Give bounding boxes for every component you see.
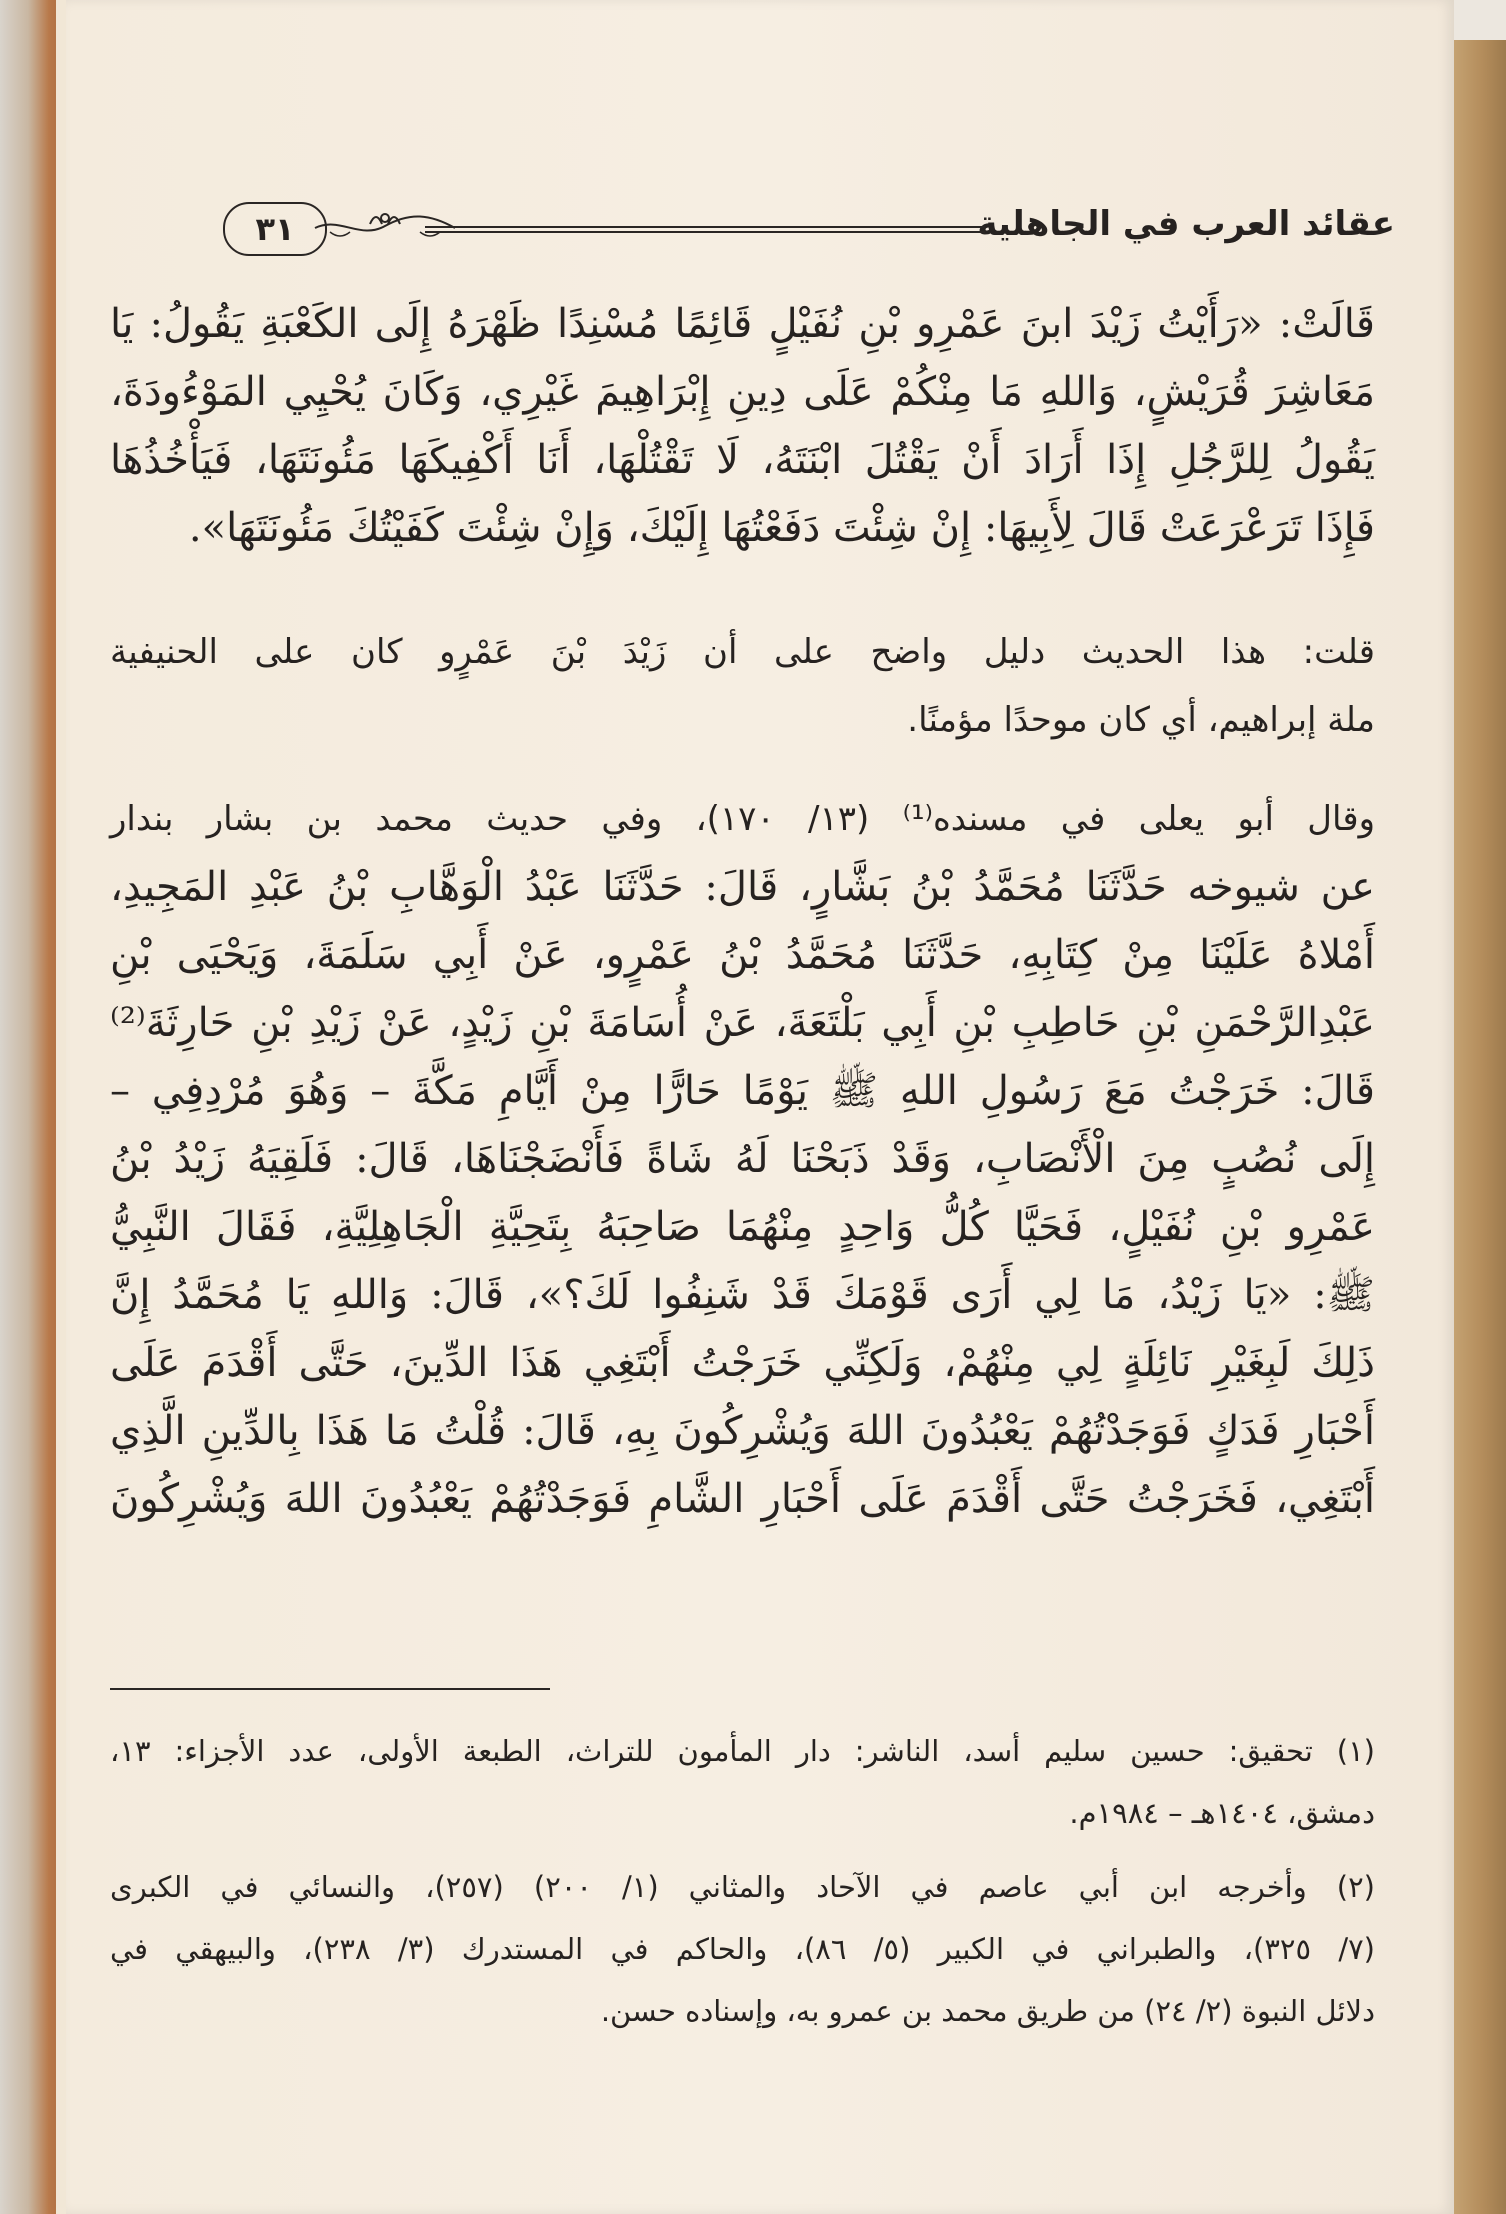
book-cover-right-edge <box>1446 40 1506 2214</box>
text-line: قلت: هذا الحديث دليل واضح على أن زَيْدَ بْنَ عَمْرٍو كان على الحنيفية <box>110 632 1375 672</box>
text-line: ذَلِكَ لَبِغَيْرِ نَائِلَةٍ لِي مِنْهُمْ، وَلَكِنِّي خَرَجْتُ أَبْتَغِي هَذَا الدِّينَ، حَتَّى أَقْدَمَ عَلَى <box>110 1340 1375 1386</box>
paragraph-hadith-quote <box>110 290 1375 562</box>
footnote-1-line: (١) تحقيق: حسين سليم أسد، الناشر: دار المأمون للتراث، الطبعة الأولى، عدد الأجزاء: ١٣، <box>110 1734 1375 1768</box>
text-line: عَمْرِو بْنِ نُفَيْلٍ، فَحَيَّا كُلُّ وَاحِدٍ مِنْهُمَا صَاحِبَهُ بِتَحِيَّةِ الْجَاهِلِيَّةِ، فَقَالَ النَّبِيُّ <box>110 1204 1375 1250</box>
text-line: أَمْلاهُ عَلَيْنَا مِنْ كِتَابِهِ، حَدَّثَنَا مُحَمَّدُ بْنُ عَمْرٍو، عَنْ أَبِي سَلَمَةَ، وَيَحْيَى بْنِ <box>110 932 1375 978</box>
text-line: مَعَاشِرَ قُرَيْشٍ، وَاللهِ مَا مِنْكُمْ عَلَى دِينِ إِبْرَاهِيمَ غَيْرِي، وَكَانَ يُحْيِي المَوْءُودَةَ، <box>110 369 1375 415</box>
footnote-2-line: (٧/ ٣٢٥)، والطبراني في الكبير (٥/ ٨٦)، والحاكم في المستدرك (٣/ ٢٣٨)، والبيهقي في <box>110 1932 1375 1966</box>
page-content <box>110 0 1395 2214</box>
footnote-separator <box>110 1688 550 1690</box>
text-line: قَالَتْ: «رَأَيْتُ زَيْدَ ابنَ عَمْرِو بْنِ نُفَيْلٍ قَائِمًا مُسْنِدًا ظَهْرَهُ إِلَى الكَعْبَةِ يَقُولُ: يَا <box>110 301 1375 347</box>
footnote-2-line: دلائل النبوة (٢/ ٢٤) من طريق محمد بن عمرو به، وإسناده حسن. <box>600 1994 1375 2028</box>
text-line: فَإِذَا تَرَعْرَعَتْ قَالَ لِأَبِيهَا: إِنْ شِئْتَ دَفَعْتُهَا إِلَيْكَ، وَإِنْ شِئْتَ كَفَيْتُكَ مَئُونَتَهَا». <box>188 505 1375 551</box>
page-number: ٣١ <box>223 202 327 256</box>
text-line: أَبْتَغِي، فَخَرَجْتُ حَتَّى أَقْدَمَ عَلَى أَحْبَارِ الشَّامِ فَوَجَدْتُهُمْ يَعْبُدُونَ اللهَ وَيُشْرِكُونَ <box>110 1476 1375 1522</box>
text-line: عن شيوخه حَدَّثَنَا مُحَمَّدُ بْنُ بَشَّارٍ، قَالَ: حَدَّثَنَا عَبْدُ الْوَهَّابِ بْنُ عَبْدِ المَجِيدِ، <box>110 864 1375 910</box>
paragraph-commentary <box>110 618 1375 754</box>
footnote-1-line: دمشق، ١٤٠٤هـ – ١٩٨٤م. <box>1069 1796 1375 1830</box>
paragraph-second-hadith <box>110 785 1375 1533</box>
footnotes <box>110 1720 1375 2042</box>
text-line: ملة إبراهيم، أي كان موحدًا مؤمنًا. <box>907 700 1375 740</box>
text-line: وقال أبو يعلى في مسنده⁽¹⁾ (١٣/ ١٧٠)، وفي حديث محمد بن بشار بندار <box>110 799 1375 839</box>
text-line: عَبْدِالرَّحْمَنِ بْنِ حَاطِبِ بْنِ أَبِي بَلْتَعَةَ، عَنْ أُسَامَةَ بْنِ زَيْدٍ، عَنْ زَيْدِ بْنِ حَارِثَةَ⁽²⁾ <box>110 1000 1375 1046</box>
header-double-rule <box>425 226 985 233</box>
text-line: قَالَ: خَرَجْتُ مَعَ رَسُولِ اللهِ ﷺ يَوْمًا حَارًّا مِنْ أَيَّامِ مَكَّةَ – وَهُوَ مُرْدِفِي – <box>110 1068 1375 1114</box>
book-title: عقائد العرب في الجاهلية <box>977 204 1395 244</box>
text-line: ﷺ: «يَا زَيْدُ، مَا لِي أَرَى قَوْمَكَ قَدْ شَنِفُوا لَكَ؟»، قَالَ: وَاللهِ يَا مُحَمَّدُ إِنَّ <box>110 1272 1375 1318</box>
running-header <box>110 198 1395 258</box>
footnote-2-line: (٢) وأخرجه ابن أبي عاصم في الآحاد والمثاني (١/ ٢٠٠) (٢٥٧)، والنسائي في الكبرى <box>110 1870 1375 1904</box>
text-line: إِلَى نُصُبٍ مِنَ الْأَنْصَابِ، وَقَدْ ذَبَحْنَا لَهُ شَاةً فَأَنْضَجْنَاهَا، قَالَ: فَلَقِيَهُ زَيْدُ بْنُ <box>110 1136 1375 1182</box>
text-line: يَقُولُ لِلرَّجُلِ إِذَا أَرَادَ أَنْ يَقْتُلَ ابْنَتَهُ، لَا تَقْتُلْهَا، أَنَا أَكْفِيكَهَا مَئُونَتَهَا، فَيَأْخُذُهَا <box>110 437 1375 483</box>
text-line: أَحْبَارِ فَدَكٍ فَوَجَدْتُهُمْ يَعْبُدُونَ اللهَ وَيُشْرِكُونَ بِهِ، قَالَ: قُلْتُ مَا هَذَا بِالدِّينِ الَّذِي <box>110 1408 1375 1454</box>
floral-ornament-icon <box>310 206 460 246</box>
